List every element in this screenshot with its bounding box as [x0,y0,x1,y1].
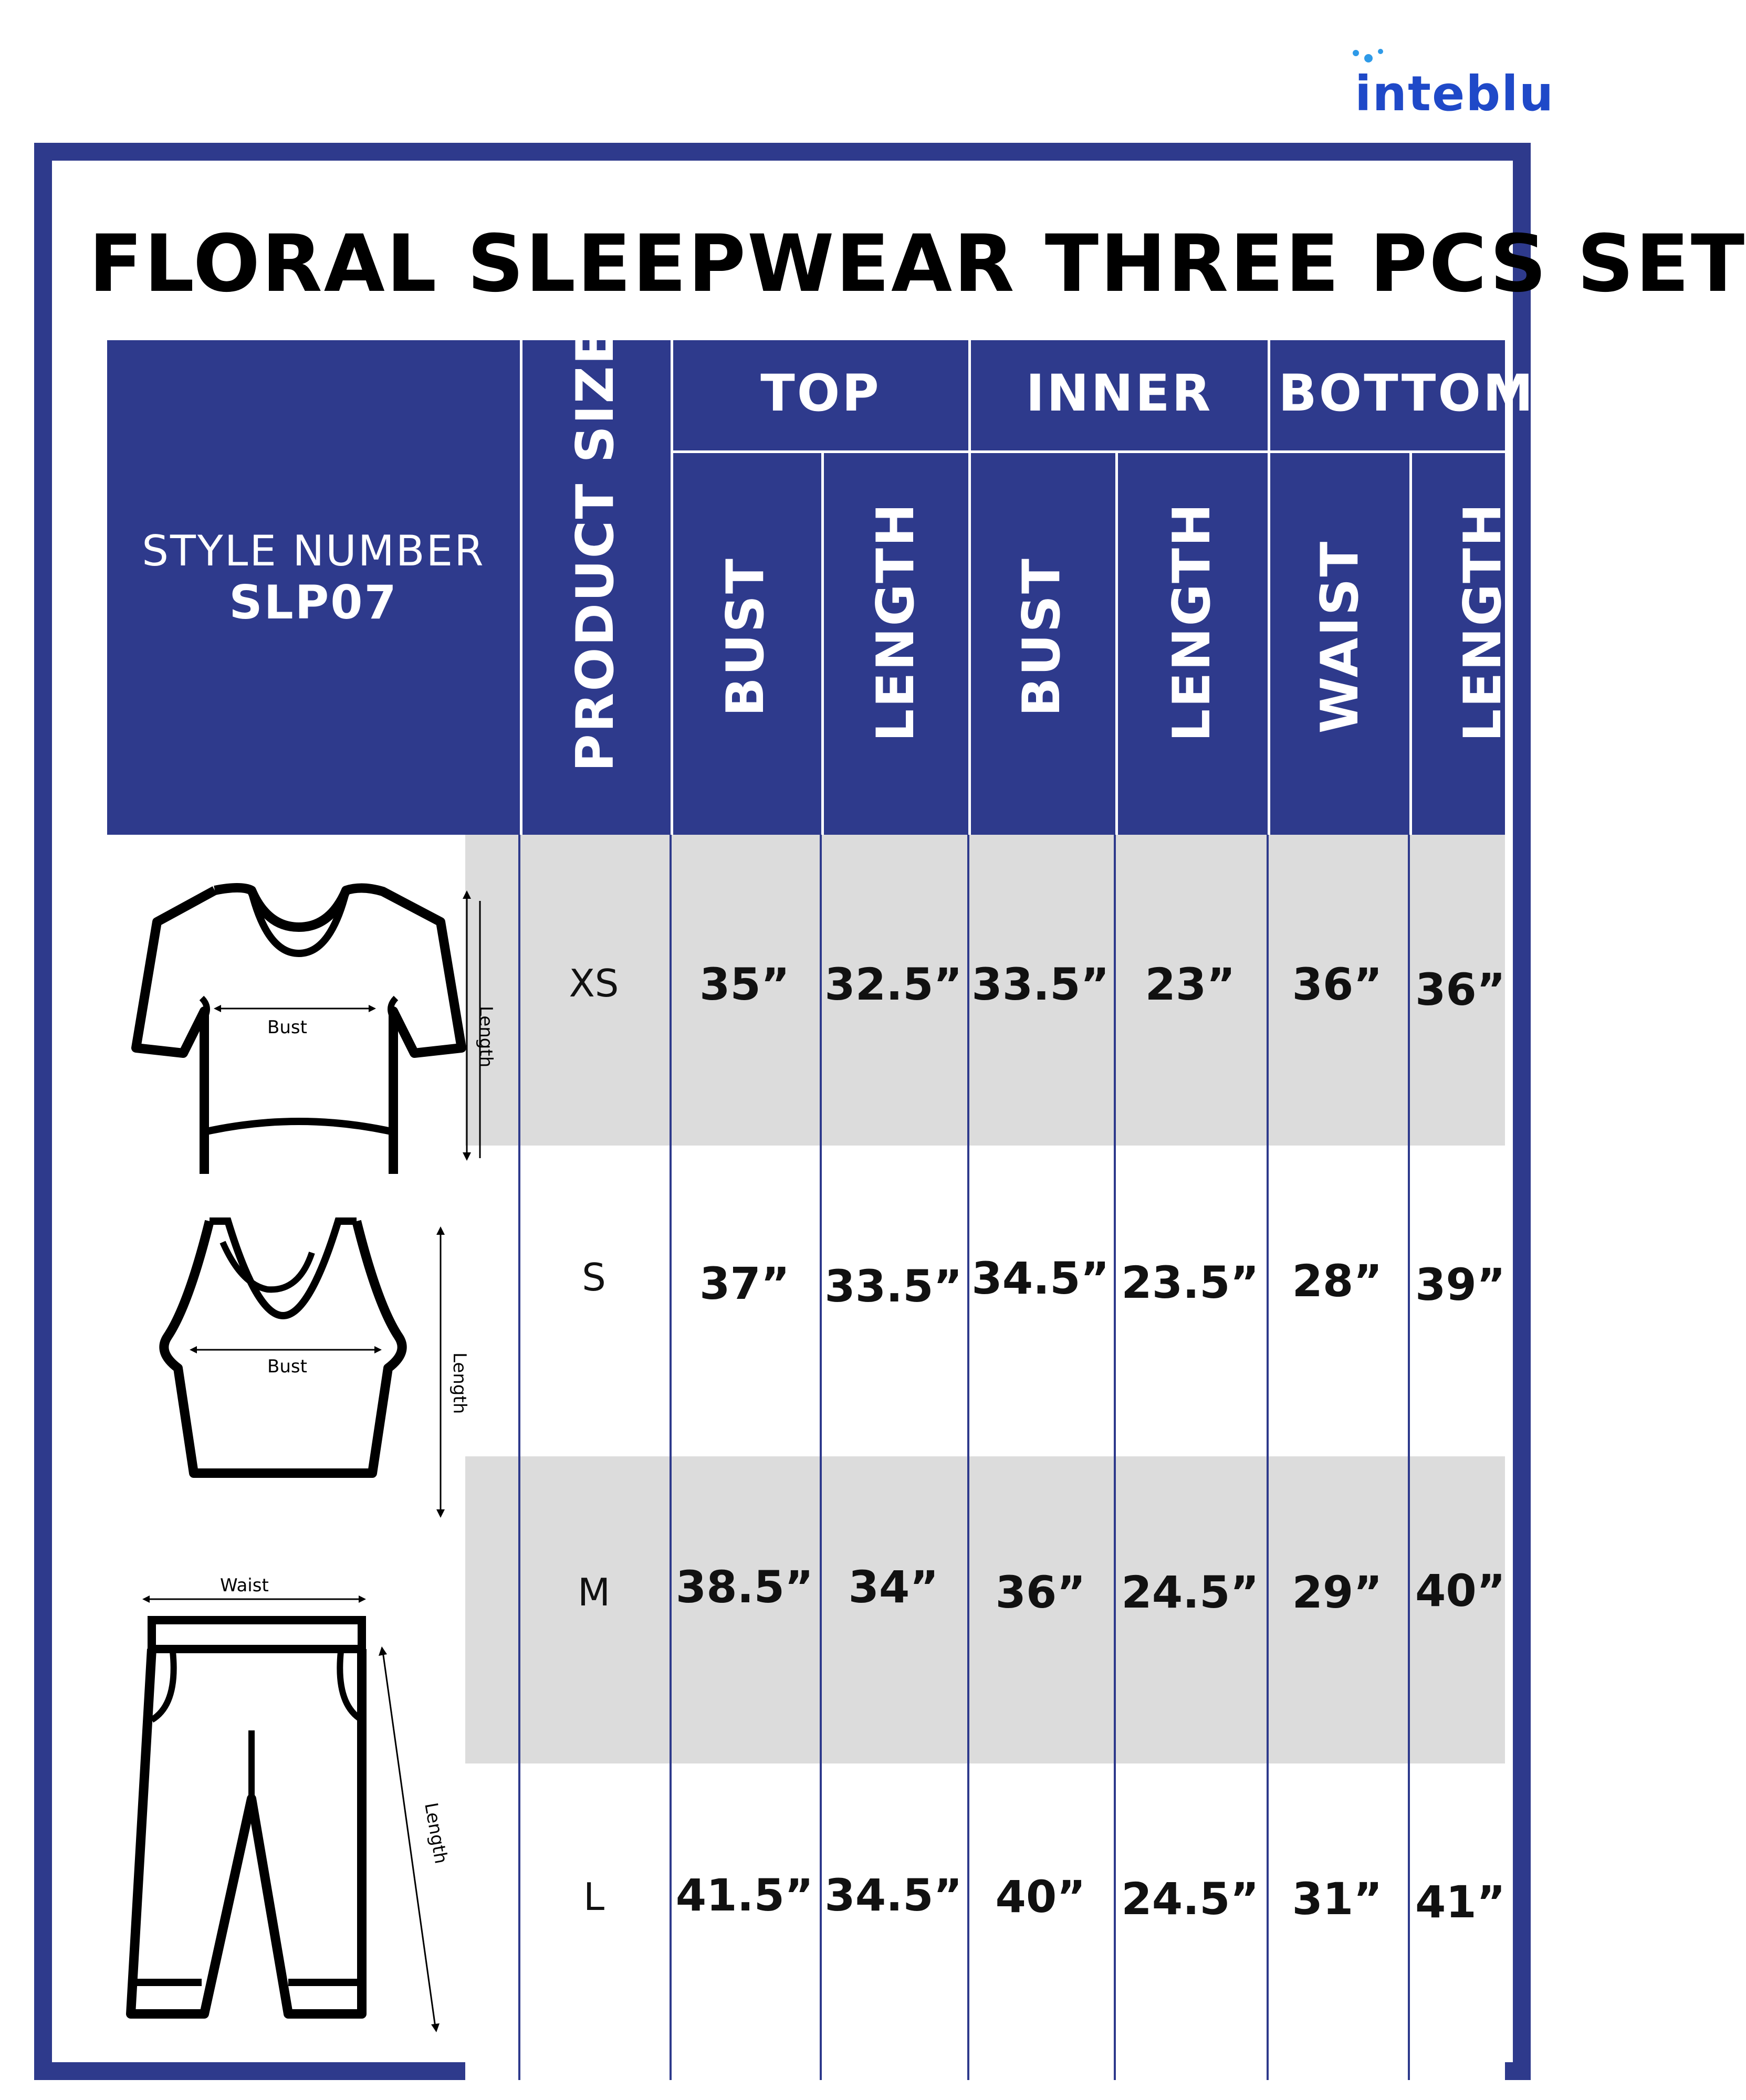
value-cell: 32.5” [824,959,963,1010]
size-cell: S [582,1255,606,1299]
value-cell: 23.5” [1121,1257,1259,1308]
value-cell: 33.5” [971,959,1110,1010]
value-cell: 36” [1292,959,1383,1010]
logo-dot [1378,49,1383,54]
value-cell: 23” [1145,959,1236,1010]
page-title: FLORAL SLEEPWEAR THREE PCS SET [89,218,1746,310]
value-cell: 41.5” [675,1870,814,1921]
value-cell: 33.5” [824,1261,963,1312]
inner-length-arrow [430,1226,488,1520]
brand-logo [1344,45,1565,123]
value-cell: 34.5” [971,1253,1110,1304]
top-length-label: Length [475,1006,496,1068]
bottom-length-label: Length [420,1801,452,1866]
inner-bust-label: Bust [267,1356,307,1377]
table-header [107,328,1535,835]
header-divider [1409,452,1412,835]
col-top-length: LENGTH [866,502,926,742]
value-cell: 31” [1292,1873,1383,1925]
style-number-label: STYLE NUMBER [142,527,485,575]
top-garment-illustration [99,880,477,1163]
top-length-arrow [456,890,514,1163]
style-number: SLP07 [229,575,398,629]
header-divider [1115,452,1118,835]
value-cell: 24.5” [1121,1873,1259,1925]
value-cell: 39” [1415,1259,1506,1310]
logo-dot [1364,54,1373,62]
inner-length-label: Length [449,1352,470,1414]
top-bust-label: Bust [267,1017,307,1038]
logo-dot [1353,50,1359,56]
value-cell: 35” [699,959,790,1010]
value-cell: 34.5” [824,1870,963,1921]
size-cell: M [577,1570,611,1614]
value-cell: 29” [1292,1567,1383,1618]
group-top: TOP [760,364,881,423]
value-cell: 28” [1292,1255,1383,1307]
inner-garment-illustration [131,1211,456,1505]
value-cell: 37” [699,1258,790,1309]
size-cell: XS [569,961,619,1005]
group-bottom: BOTTOM [1278,364,1535,423]
value-cell: 41” [1415,1876,1506,1928]
size-chart-frame [34,143,1746,2080]
value-cell: 36” [1415,964,1506,1015]
col-top-bust: BUST [716,557,776,717]
group-inner: INNER [1026,364,1213,423]
col-bottom-length: LENGTH [1453,502,1513,742]
brand-name: inteblu [1355,66,1555,122]
col-bottom-waist: WAIST [1310,540,1370,734]
value-cell: 40” [995,1871,1086,1923]
value-cell: 24.5” [1121,1567,1259,1618]
size-cell: L [583,1875,605,1919]
value-cell: 38.5” [675,1561,814,1613]
header-divider [520,340,522,835]
col-inner-bust: BUST [1012,557,1072,717]
bottom-length-arrow [372,1646,456,2035]
bottom-waist-label: Waist [220,1575,269,1596]
product-size-header: PRODUCT SIZE [566,328,625,772]
header-divider [671,450,1505,453]
value-cell: 34” [848,1561,939,1613]
value-cell: 40” [1415,1565,1506,1616]
col-inner-length: LENGTH [1162,502,1222,742]
value-cell: 36” [995,1567,1086,1618]
header-divider [821,452,824,835]
